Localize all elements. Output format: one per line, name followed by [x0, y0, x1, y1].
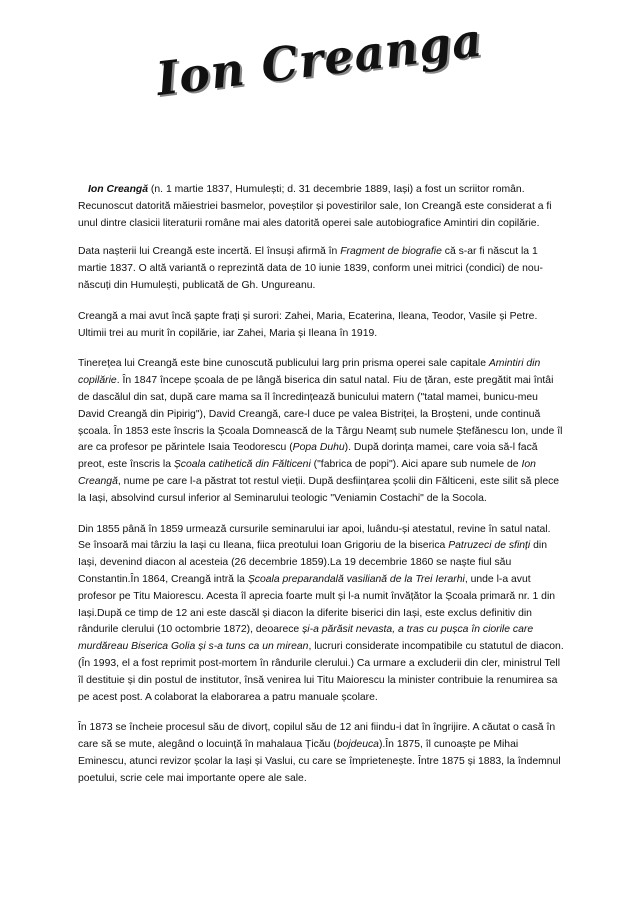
author-name: Ion Creangă	[88, 184, 149, 195]
italic-title: Fragment de biografie	[340, 246, 442, 258]
paragraph-later-life	[78, 720, 566, 787]
text-span: În 1873 se încheie procesul său de divorț, copilul său de 12 ani fiindu-i dat în îngrijire. A căutat o casă în care să se mute, alegând o locuință în mahalaua Țicău (	[78, 722, 556, 751]
text-span: , lucruri considerate incompatibile cu statutul de diacon. (În 1993, el a fost reprimit post-mortem în rândurile clerului.) Ca urmare a excluderii din cler, ministrul Tell îl destituie și din postul de institutor, însă venirea lui Titu Maiorescu la minister contribuie la renumirea sa pe acest post. A colaborat la elaborarea a patru manuale școlare.	[78, 641, 564, 703]
text-span: Din 1855 până în 1859 urmează cursurile seminarului iar apoi, luându-și atestatul, revine în satul natal. Se însoară mai târziu la Iași cu Ileana, fiica preotului Ioan Grigoriu de la biserica	[78, 523, 551, 552]
text-span: ).În 1875, îl cunoaște pe Mihai Eminescu, atunci revizor școlar la Iași și Vaslui, cu care se împrietenește. Între 1875 și 1883, la îndemnul poetului, scrie cele mai importante opere ale sale.	[78, 739, 561, 784]
paragraph-siblings	[78, 309, 566, 343]
italic-title: Ion Creangă	[78, 459, 536, 487]
paragraph-career	[78, 522, 566, 707]
text-span: , nume pe care l-a păstrat tot restul vieții. După desființarea școlii din Fălticeni, este silit să plece la Iași, absolvind cursul inferior al Seminarului teologic "Veniamin Costachi" de la Socola.	[78, 475, 560, 504]
paragraph-youth	[78, 356, 566, 507]
text-span: ). După dorința mamei, care voia să-l facă preot, este înscris la	[78, 442, 538, 471]
italic-title: Popa Duhu	[292, 442, 345, 454]
italic-title: Școala catihetică din Fălticeni	[173, 459, 311, 471]
text-span: din Iași, devenind diacon al acesteia (26 decembrie 1859).La 19 decembrie 1860 se naște fiul său Constantin.În 1864, Creangă intră la	[78, 540, 547, 585]
intro-text: (n. 1 martie 1837, Humulești; d. 31 decembrie 1889, Iași) a fost un scriitor român. Recunoscut datorită măiestriei basmelor, poveștilor și povestirilor sale, Ion Creangă este considerat a fi unul dintre clasicii literaturii române mai ales datorită operei sale autobiografice Amintiri din copilărie.	[78, 184, 552, 229]
text-span: ("fabrica de popi"). Aici apare sub numele de	[310, 459, 522, 471]
text-span: , unde l-a avut profesor pe Titu Maiorescu. Acesta îl aprecia foarte mult și l-a numit învățător la Școala primară nr. 1 din Iași.După ce timp de 12 ani este dascăl și diacon la diferite biserici din Iași, este exclus definitiv din rândurile clerului (10 octombrie 1872), deoarece	[78, 573, 556, 636]
page-title: Ion Creanga	[153, 12, 486, 106]
text-span: . În 1847 începe școala de pe lângă biserica din satul natal. Fiu de țăran, este pregătit mai întâi de dascălul din sat, după care mama sa îl încredințează bunicului matern ("tatal mamei, bunicu-meu David Creangă din Pipirig"), David Creangă, care-l duce pe valea Bistriței, la Broșteni, unde continuă școala. În 1853 este înscris la Școala Domnească de la Târgu Neamț sub numele Ștefănescu Ion, unde îl are ca profesor pe părintele Isaia Teodorescu (	[78, 375, 563, 454]
text-span: Creangă a mai avut încă șapte frați și surori: Zahei, Maria, Ecaterina, Ileana, Teodor, Vasile și Petre. Ultimii trei au murit în copilărie, iar Zahei, Maria și Ileana în 1919.	[78, 310, 538, 339]
italic-title: bojdeuca	[336, 739, 379, 751]
italic-title: și-a părăsit nevasta, a tras cu pușca în ciorile care murdăreau Biserica Golia și s-a tuns ca un mirean	[78, 624, 534, 653]
text-span: că s-ar fi născut la 1 martie 1837. O altă variantă o reprezintă data de 10 iunie 1839, conform unei mitrici (condici) de nou-născuți din Humulești, publicată de Gh. Ungureanu.	[78, 246, 543, 291]
paragraph-birth	[78, 244, 566, 294]
italic-title: Amintiri din copilărie	[78, 358, 541, 387]
text-span: Tinerețea lui Creangă este bine cunoscută publicului larg prin prisma operei sale capitale	[78, 358, 489, 370]
italic-title: Școala preparandală vasiliană de la Trei Ierarhi	[247, 573, 465, 585]
article-body	[78, 182, 566, 788]
text-span: Data nașterii lui Creangă este incertă. El însuși afirmă în	[78, 246, 341, 258]
italic-title: Patruzeci de sfinți	[448, 540, 531, 552]
paragraph-intro	[78, 182, 566, 232]
